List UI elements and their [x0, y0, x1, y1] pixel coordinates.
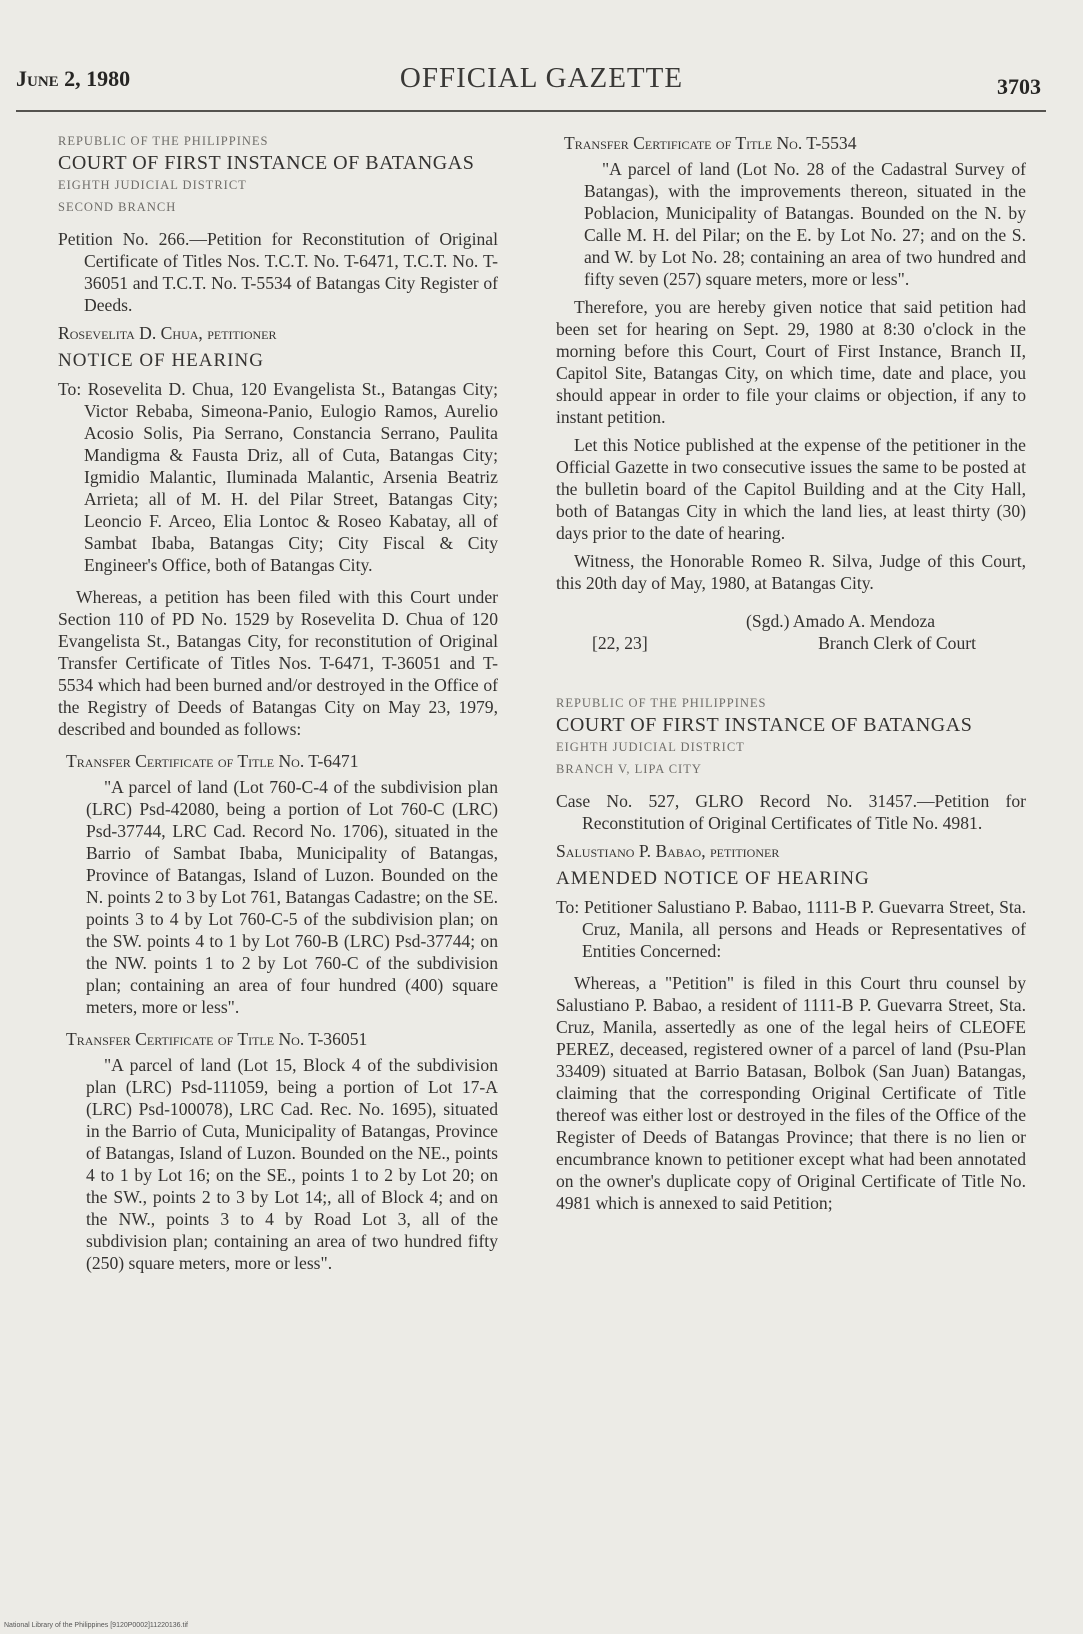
tct1-title: Transfer Certificate of Title No. T-6471: [66, 751, 359, 771]
right-republic: REPUBLIC OF THE PHILIPPINES: [556, 696, 767, 710]
header-date: June 2, 1980: [16, 66, 131, 91]
right-whereas: Whereas, a "Petition" is filed in this Court thru counsel by Salustiano P. Babao, a resident of 1111-B P. Guevarra Street, Sta. Cruz, Manila, assertedly as one of the legal heirs of CLEOFE PEREZ, deceased, registered owner of a parcel of land (Psu-Plan 33409) situated at Barrio Batasan, Bolbok (San Juan) Batangas, claiming that the corresponding Original Certificate of Title thereof was either lost or destroyed in the files of the Office of the Register of Deeds of Batangas Province; that there is no lien or encumbrance known to petitioner except what had been annotated on the owner's duplicate copy of Original Certificate of Title No. 4981 which is annexed to said Petition;: [556, 973, 1026, 1213]
right-case: Case No. 527, GLRO Record No. 31457.—Petition for Reconstitution of Original Certificates of Title No. 4981.: [556, 791, 1026, 833]
left-notice-title: NOTICE OF HEARING: [58, 350, 264, 371]
header-page-number: 3703: [997, 74, 1041, 99]
footer-source: National Library of the Philippines [9120P0002]11220136.tif: [4, 1622, 188, 1629]
right-clerk: Branch Clerk of Court: [818, 633, 976, 653]
left-petition: Petition No. 266.—Petition for Reconstitution of Original Certificate of Titles Nos. T.C.T. No. T-6471, T.C.T. No. T-36051 and T.C.T. No. T-5534 of Batangas City Register of Deeds.: [58, 229, 498, 315]
right-signature: (Sgd.) Amado A. Mendoza: [746, 611, 936, 631]
left-whereas: Whereas, a petition has been filed with this Court under Section 110 of PD No. 1529 by Rosevelita D. Chua of 120 Evangelista St., Batangas City, for reconstitution of Original Transfer Certificate of Titles Nos. T-6471, T-36051 and T-5534 which had been burned and/or destroyed in the Office of the Registry of Deeds of Batangas City on May 23, 1979, described and bounded as follows:: [58, 587, 498, 739]
header-rule: [16, 110, 1046, 112]
right-witness: Witness, the Honorable Romeo R. Silva, Judge of this Court, this 20th day of May, 1980, at Batangas City.: [556, 551, 1026, 593]
right-therefore: Therefore, you are hereby given notice that said petition had been set for hearing on Sept. 29, 1980 at 8:30 o'clock in the morning before this Court, Court of First Instance, Branch II, Capitol Site, Batangas City, on which time, date and place, you should appear in order to file your claims or objection, if any to instant petition.: [556, 297, 1026, 427]
tct2-text: "A parcel of land (Lot 15, Block 4 of the subdivision plan (LRC) Psd-111059, being a portion of Lot 17-A (LRC) Psd-100078), LRC Cad. Rec. No. 1695), situated in the Barrio of Cuta, Municipality of Batangas, Province of Batangas, Island of Luzon. Bounded on the NE., points 4 to 1 by Lot 16; on the SE., points 1 to 2 by Lot 20; on the SW., points 2 to 3 by Lot 14;, all of Block 4; and on the NW., points 3 to 4 by Road Lot 3, all of the subdivision plan; containing an area of two hundred fifty (250) square meters, more or less".: [86, 1055, 498, 1273]
tct3-title: Transfer Certificate of Title No. T-5534: [564, 133, 857, 153]
header-publication: OFFICIAL GAZETTE: [399, 62, 684, 94]
right-notice-title: AMENDED NOTICE OF HEARING: [556, 868, 870, 889]
left-petitioner: Rosevelita D. Chua, petitioner: [58, 323, 277, 343]
right-to-parties: To: Petitioner Salustiano P. Babao, 1111-B P. Guevarra Street, Sta. Cruz, Manila, all persons and Heads or Representatives of Entities Concerned:: [556, 897, 1026, 961]
right-issues: [22, 23]: [592, 633, 648, 653]
left-republic: REPUBLIC OF THE PHILIPPINES: [58, 134, 269, 148]
right-court-title: COURT OF FIRST INSTANCE OF BATANGAS: [556, 714, 973, 736]
right-district: EIGHTH JUDICIAL DISTRICT: [556, 740, 745, 754]
right-branch: BRANCH V, LIPA CITY: [556, 762, 702, 776]
left-branch: SECOND BRANCH: [58, 200, 177, 214]
tct2-title: Transfer Certificate of Title No. T-36051: [66, 1029, 368, 1049]
right-signature-line: [556, 632, 1026, 654]
tct3-text: "A parcel of land (Lot No. 28 of the Cadastral Survey of Batangas), with the improvements thereon, situated in the Poblacion, Municipality of Batangas. Bounded on the N. by Calle M. H. del Pilar; on the E. by Lot No. 27; and on the S. and W. by Lot No. 28; containing an area of two hundred and fifty seven (257) square meters, more or less".: [584, 159, 1026, 289]
left-column: [58, 130, 498, 1274]
left-to-parties: To: Rosevelita D. Chua, 120 Evangelista St., Batangas City; Victor Rebaba, Simeona-Panio, Eulogio Ramos, Aurelio Acosio Solis, Pia Serrano, Constancia Serrano, Paulita Mandigma & Fausta Driz, all of Cuta, Batangas City; Igmidio Malantic, Iluminada Malantic, Arsenia Beatriz Arrieta; all of M. H. del Pilar Street, Batangas City; Leoncio F. Arceo, Elia Lontoc & Roseo Kabatay, all of Sambat Ibaba, Batangas City; City Fiscal & City Engineer's Office, both of Batangas City.: [58, 379, 498, 575]
right-column: [556, 130, 1026, 1214]
tct1-text: "A parcel of land (Lot 760-C-4 of the subdivision plan (LRC) Psd-42080, being a portion of Lot 760-C (LRC) Psd-37744, LRC Cad. Record No. 1706), situated in the Barrio of Sambat Ibaba, Municipality of Batangas, Province of Batangas, Island of Luzon. Bounded on the N. points 2 to 3 by Lot 761, Batangas Cadastre; on the SE. points 3 to 4 by Lot 760-C-5 of the subdivision plan; on the SW. points 4 to 1 by Lot 760-B (LRC) Psd-37744; on the NW. points 1 to 2 by Lot 760-C of the subdivision plan; containing an area of four hundred (400) square meters, more or less".: [86, 777, 498, 1017]
left-district: EIGHTH JUDICIAL DISTRICT: [58, 178, 247, 192]
left-court-title: COURT OF FIRST INSTANCE OF BATANGAS: [58, 152, 475, 174]
right-petitioner: Salustiano P. Babao, petitioner: [556, 841, 780, 861]
right-publish: Let this Notice published at the expense of the petitioner in the Official Gazette in two consecutive issues the same to be posted at the bulletin board of the Capitol Building and at the City Hall, both of Batangas City in which the land lies, at least thirty (30) days prior to the date of hearing.: [556, 435, 1026, 543]
